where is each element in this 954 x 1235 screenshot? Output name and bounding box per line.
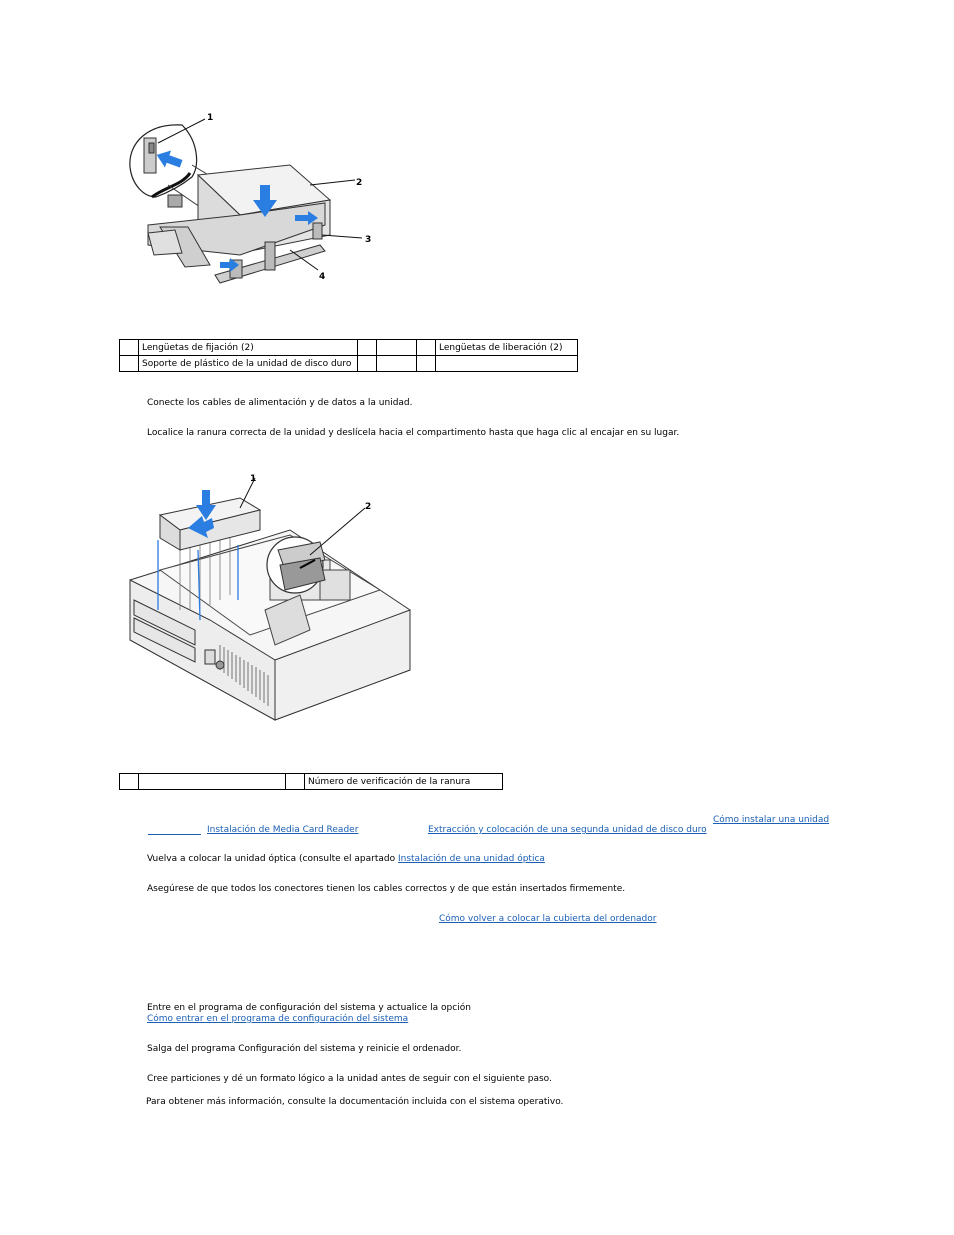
step-partition: Cree particiones y dé un formato lógico a la unidad antes de seguir con el siguiente paso. [147, 1074, 552, 1084]
callout-1: 1 [207, 113, 214, 123]
legend-table-2 [119, 773, 503, 790]
table-cell [417, 356, 436, 372]
table-cell [120, 340, 139, 356]
table-cell [286, 774, 305, 790]
step-connect-cables: Conecte los cables de alimentación y de datos a la unidad. [147, 398, 413, 408]
callout-2: 2 [356, 178, 363, 188]
table-cell [358, 356, 377, 372]
table-cell: Soporte de plástico de la unidad de disco duro [139, 356, 358, 372]
callout-2: 2 [365, 502, 372, 512]
step-replace-optical [147, 854, 545, 865]
table-row [120, 340, 578, 356]
table-cell: Lengüetas de liberación (2) [436, 340, 578, 356]
step-slide-drive: Localice la ranura correcta de la unidad y deslícela hacia el compartimento hasta que haga clic al encajar en su lugar. [147, 428, 680, 438]
callout-1: 1 [250, 474, 257, 484]
link-install-drive[interactable]: Cómo instalar una unidad [713, 815, 830, 825]
table-cell [377, 340, 417, 356]
step-replace-optical-text: Vuelva a colocar la unidad óptica (consulte el apartado [147, 854, 396, 864]
table-cell: Número de verificación de la ranura [305, 774, 503, 790]
link-media-card-reader[interactable]: Instalación de Media Card Reader [207, 825, 359, 835]
link-blank[interactable] [148, 834, 201, 835]
link-replace-cover[interactable]: Cómo volver a colocar la cubierta del ordenador [439, 914, 657, 924]
table-cell [417, 340, 436, 356]
step-check-connectors: Asegúrese de que todos los conectores tienen los cables correctos y de que están insertados firmemente. [147, 884, 626, 894]
table-cell [358, 340, 377, 356]
table-cell: Lengüetas de fijación (2) [139, 340, 358, 356]
step-exit-setup: Salga del programa Configuración del sistema y reinicie el ordenador. [147, 1044, 462, 1054]
link-second-hard-drive[interactable]: Extracción y colocación de una segunda unidad de disco duro [428, 825, 707, 835]
table-cell [120, 356, 139, 372]
table-cell [436, 356, 578, 372]
hard-drive-bracket-figure [120, 105, 380, 290]
step-enter-setup: Entre en el programa de configuración del sistema y actualice la opción [147, 1003, 471, 1013]
callout-4: 4 [319, 272, 326, 282]
link-optical-drive[interactable]: Instalación de una unidad óptica [397, 854, 545, 864]
table-cell [377, 356, 417, 372]
link-enter-setup[interactable]: Cómo entrar en el programa de configuración del sistema [147, 1014, 409, 1024]
table-cell [139, 774, 286, 790]
table-cell [120, 774, 139, 790]
legend-table-1 [119, 339, 578, 372]
more-info-note: Para obtener más información, consulte la documentación incluida con el sistema operativo. [146, 1097, 564, 1107]
table-row [120, 774, 503, 790]
chassis-drive-figure [120, 470, 420, 725]
table-row [120, 356, 578, 372]
callout-3: 3 [365, 235, 372, 245]
